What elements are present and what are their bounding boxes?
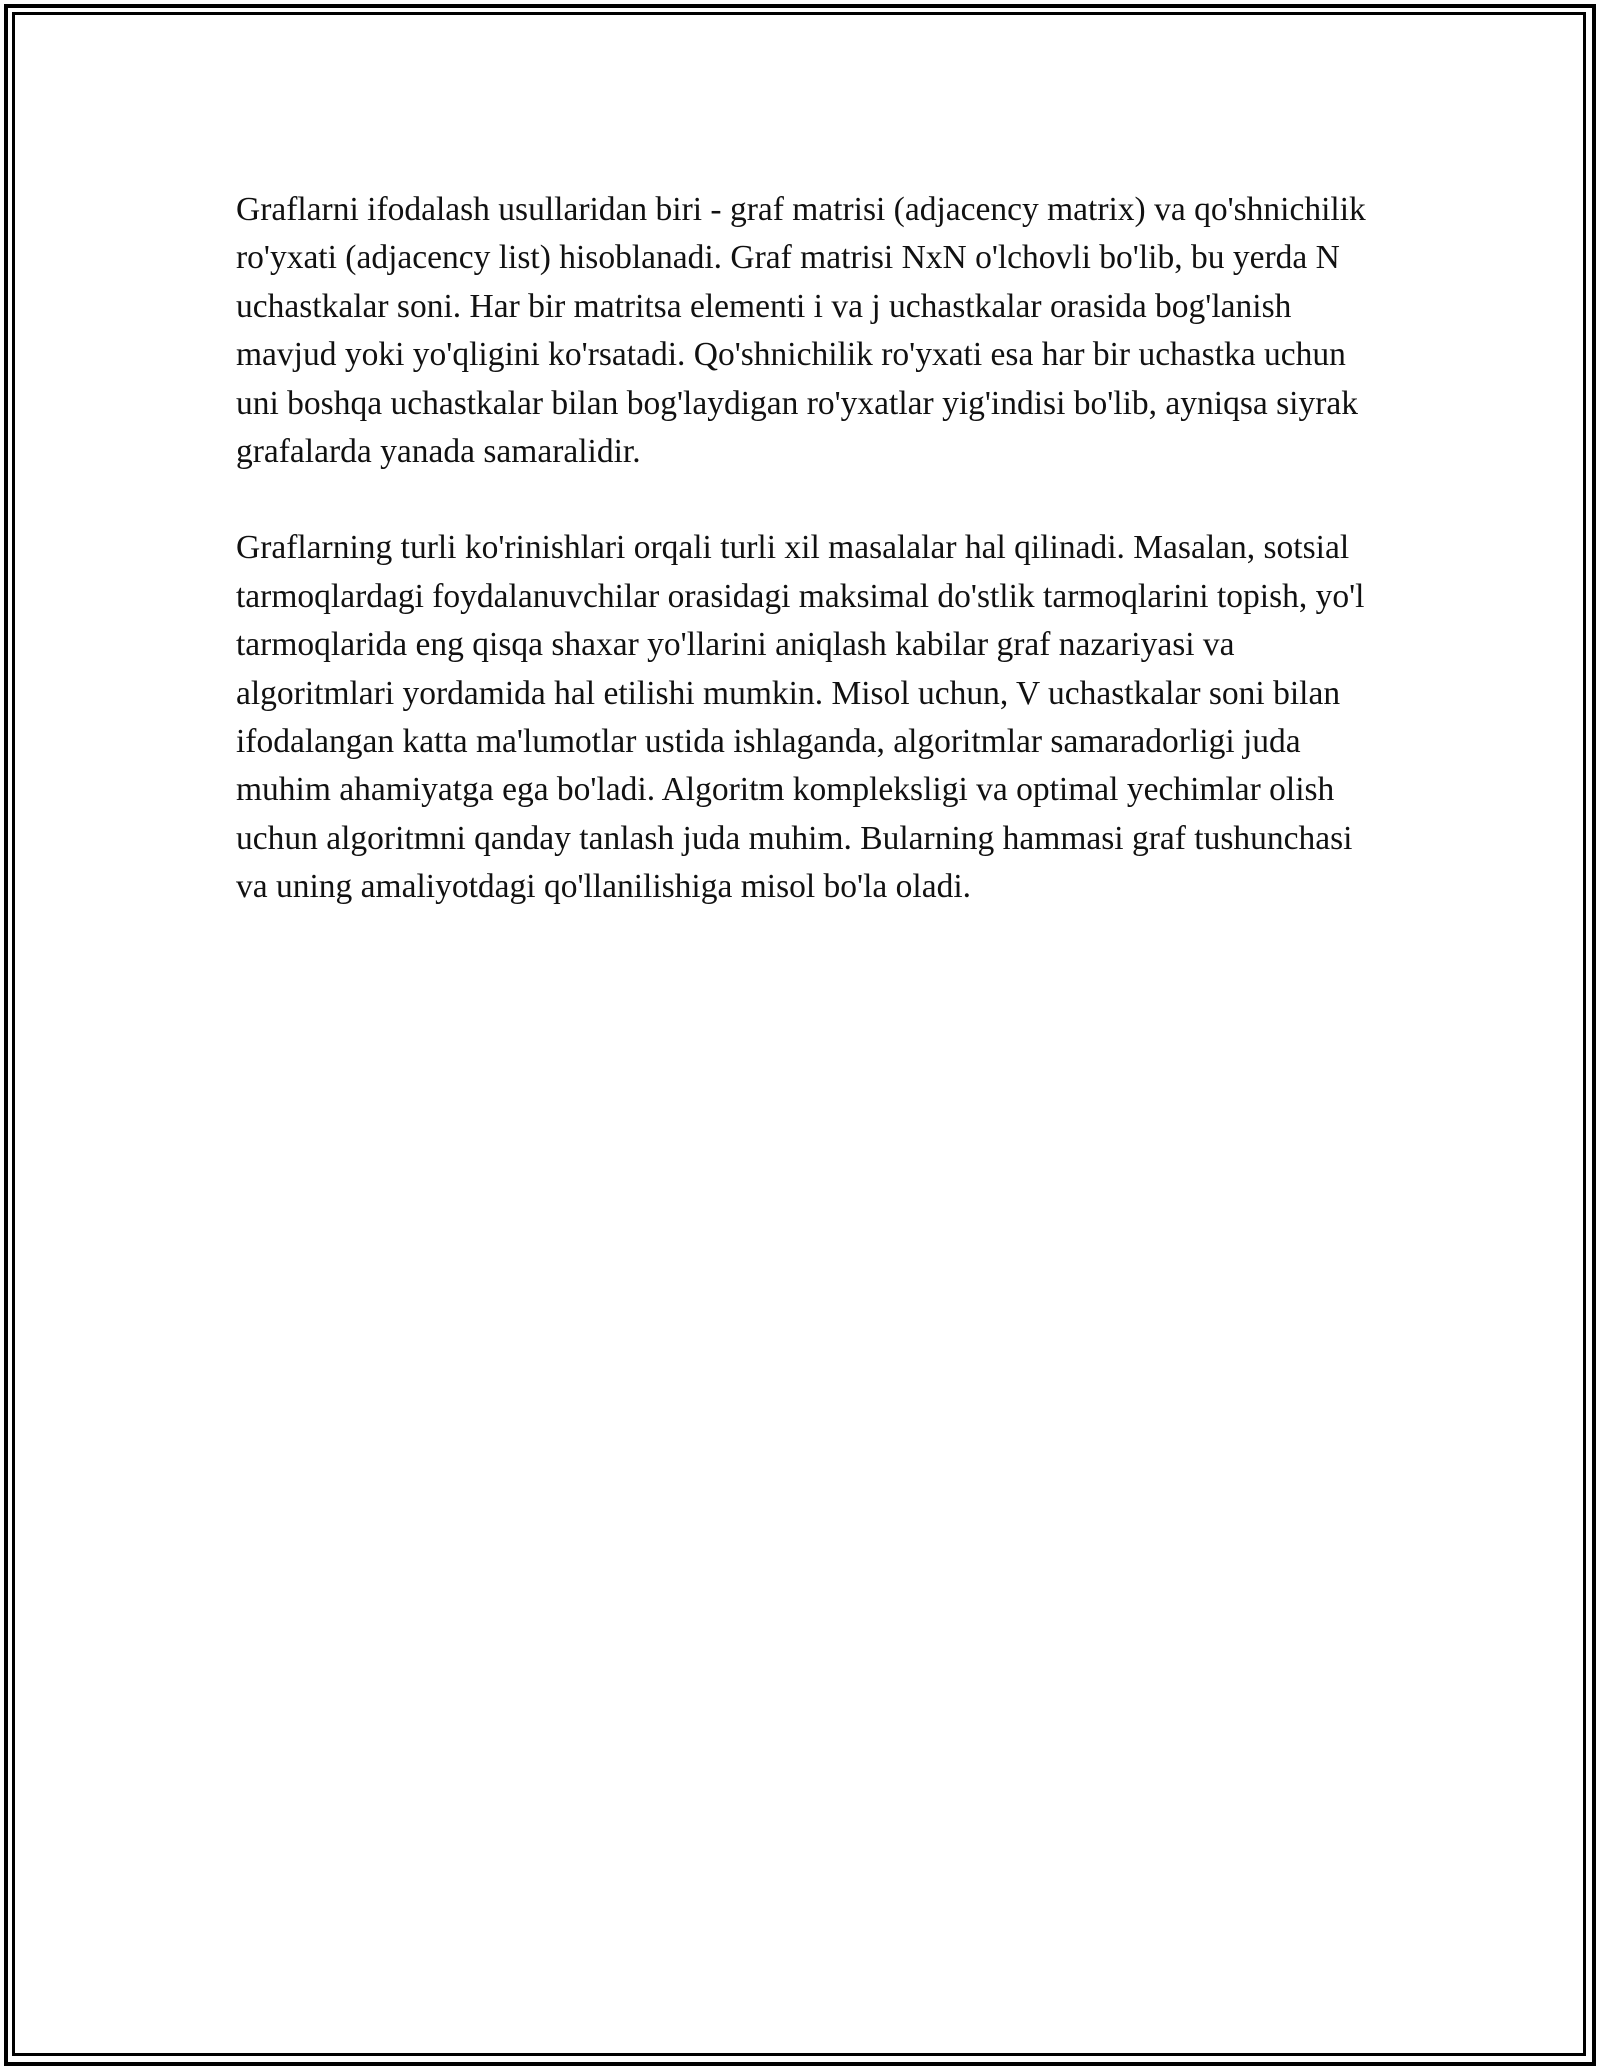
paragraph: Graflarni ifodalash usullaridan biri - graf matrisi (adjacency matrix) va qo'shnichilik ro'yxati (adjacency list) hisoblanadi. Graf matrisi NxN o'lchovli bo'lib, bu yerda N uchastkalar soni. Har bir matritsa elementi i va j uchastkalar orasida bog'lanish mavjud yoki yo'qligini ko'rsatadi. Qo'shnichilik ro'yxati esa har bir uchastka uchun uni boshqa uchastkalar bilan bog'laydigan ro'yxatlar yig'indisi bo'lib, ayniqsa siyrak grafalarda yanada samaralidir.	[236, 191, 1366, 471]
paragraph: Graflarning turli ko'rinishlari orqali turli xil masalalar hal qilinadi. Masalan, sotsial tarmoqlardagi foydalanuvchilar orasidagi maksimal do'stlik tarmoqlarini topish, yo'l tarmoqlarida eng qisqa shaxar yo'llarini aniqlash kabilar graf nazariyasi va algoritmlari yordamida hal etilishi mumkin. Misol uchun, V uchastkalar soni bilan ifodalangan katta ma'lumotlar ustida ishlaganda, algoritmlar samaradorligi juda muhim ahamiyatga ega bo'ladi. Algoritm kompleksligi va optimal yechimlar olish uchun algoritmni qanday tanlash juda muhim. Bularning hammasi graf tushunchasi va uning amaliyotdagi qo'llanilishiga misol bo'la oladi.	[236, 529, 1365, 906]
document-body	[236, 186, 1366, 960]
